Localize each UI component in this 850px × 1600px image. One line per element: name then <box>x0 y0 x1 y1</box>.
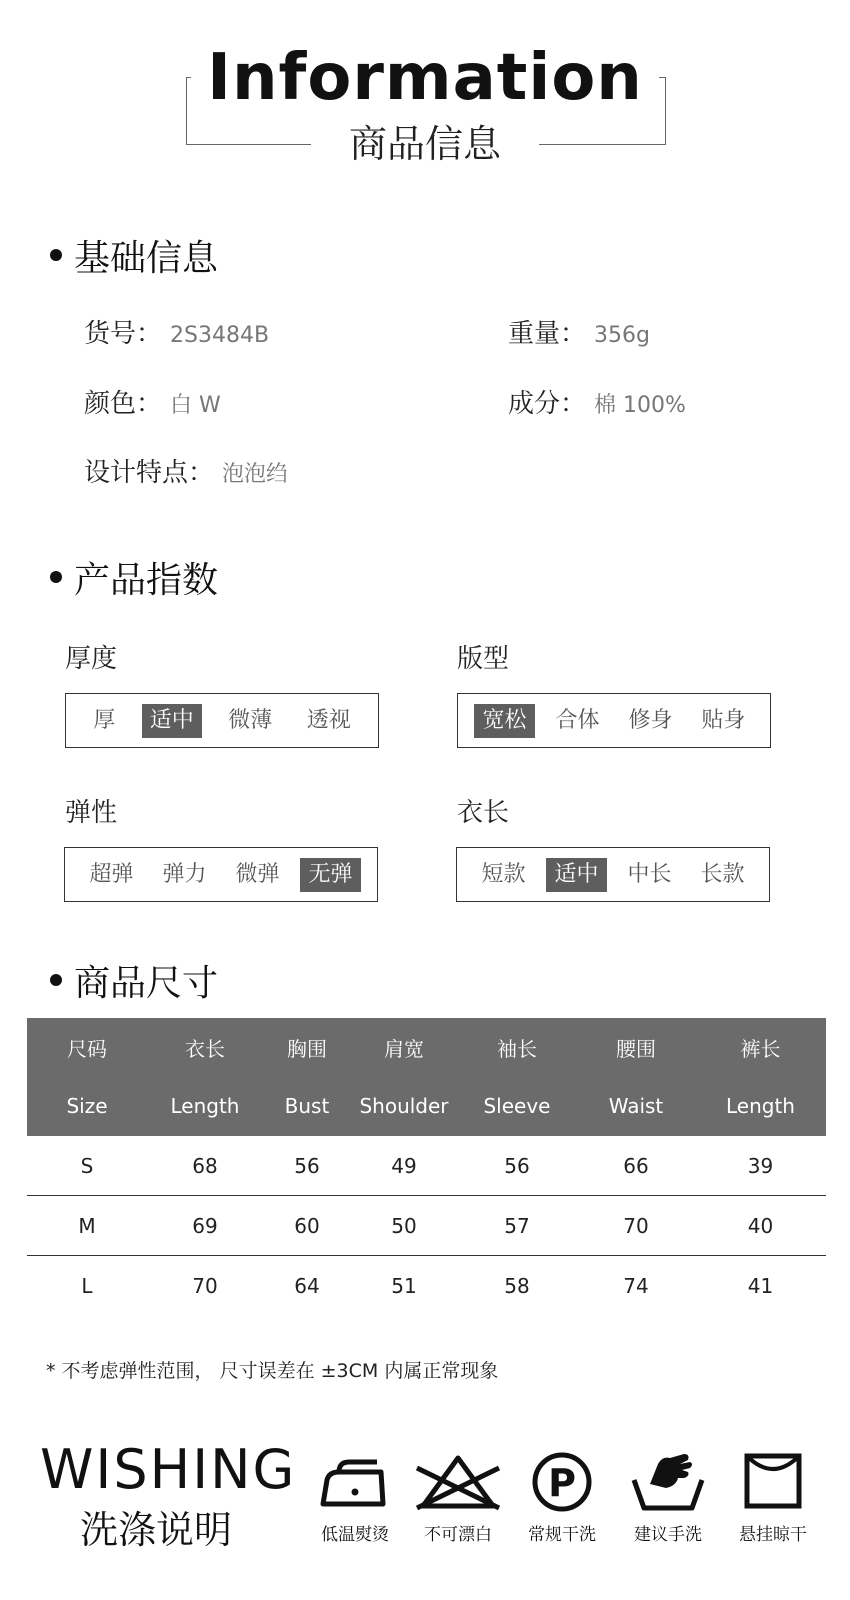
item-number-label: 货号： <box>84 319 163 349</box>
table-cell: 49 <box>391 1153 417 1178</box>
table-cell: 64 <box>294 1274 320 1298</box>
elasticity-option: 超弹 <box>89 861 134 887</box>
low-temp-iron-item <box>305 1450 405 1545</box>
table-cell: 60 <box>294 1213 320 1238</box>
size-table <box>27 1018 826 1316</box>
table-cell: Length <box>726 1094 795 1118</box>
elasticity-scale <box>64 847 378 902</box>
table-cell: 69 <box>192 1213 218 1238</box>
bullet-icon <box>50 974 62 986</box>
low-temp-iron-icon <box>315 1450 395 1512</box>
no-bleach-icon <box>413 1450 503 1512</box>
table-cell: 68 <box>192 1153 218 1178</box>
table-cell: 袖长 <box>497 1036 537 1061</box>
low-temp-iron-label: 低温熨烫 <box>321 1525 389 1545</box>
table-cell: 56 <box>294 1153 320 1178</box>
table-cell: Size <box>66 1094 108 1118</box>
no-bleach-item <box>408 1450 508 1545</box>
material-label: 成分： <box>508 389 587 419</box>
table-cell: Sleeve <box>483 1094 551 1118</box>
material <box>508 383 686 420</box>
design-feature <box>84 452 288 489</box>
table-cell: Shoulder <box>359 1094 449 1118</box>
no-bleach-label: 不可漂白 <box>424 1525 492 1545</box>
elasticity-option: 无弹 <box>300 858 360 892</box>
elasticity-option: 微弹 <box>235 861 280 887</box>
fit-label: 版型 <box>457 644 510 674</box>
fit-option: 修身 <box>628 707 673 733</box>
length-scale <box>456 847 770 902</box>
table-cell: M <box>78 1213 96 1238</box>
dry-clean-item <box>512 1450 612 1545</box>
header-row-en <box>27 1076 826 1136</box>
svg-text:P: P <box>548 1461 576 1505</box>
fit-scale <box>457 693 771 748</box>
table-cell: Waist <box>608 1094 664 1118</box>
length-option: 短款 <box>481 861 526 887</box>
thickness-scale <box>65 693 379 748</box>
table-cell: Bust <box>284 1094 330 1118</box>
header-row-cn <box>27 1018 826 1076</box>
table-cell: L <box>81 1274 93 1298</box>
table-cell: 70 <box>192 1274 218 1298</box>
table-row <box>27 1136 826 1196</box>
table-cell: 58 <box>504 1274 530 1298</box>
page-subtitle: 商品信息 <box>0 120 850 168</box>
weight-value: 356g <box>594 323 650 348</box>
table-cell: 74 <box>623 1274 649 1298</box>
table-cell: 41 <box>747 1274 774 1298</box>
material-value: 棉 100% <box>594 393 686 418</box>
section-size-title: 商品尺寸 <box>50 955 218 1005</box>
table-cell: 50 <box>391 1213 417 1238</box>
hand-wash-item <box>618 1450 718 1545</box>
item-number-value: 2S3484B <box>170 323 270 348</box>
thickness-option: 适中 <box>142 704 202 738</box>
section-index-title: 产品指数 <box>50 552 218 602</box>
dry-clean-label: 常规干洗 <box>528 1525 596 1545</box>
table-cell: 衣长 <box>185 1036 225 1061</box>
bullet-icon <box>50 571 62 583</box>
table-cell: 66 <box>623 1153 649 1178</box>
length-option: 长款 <box>700 861 745 887</box>
hang-dry-item <box>723 1450 823 1545</box>
table-row <box>27 1196 826 1256</box>
table-cell: 57 <box>504 1213 530 1238</box>
length-label: 衣长 <box>457 798 510 828</box>
color-label: 颜色： <box>84 389 163 419</box>
color-value: 白 W <box>170 393 221 418</box>
table-cell: 腰围 <box>616 1036 656 1061</box>
table-cell: Length <box>170 1094 240 1118</box>
color <box>84 383 221 420</box>
thickness-option: 厚 <box>93 707 116 733</box>
table-cell: S <box>80 1153 94 1178</box>
thickness-label: 厚度 <box>65 644 118 674</box>
thickness-option: 透视 <box>306 707 351 733</box>
hang-dry-label: 悬挂晾干 <box>739 1525 807 1545</box>
size-table-header <box>27 1018 826 1136</box>
table-cell: 51 <box>391 1274 417 1298</box>
hang-dry-icon <box>740 1450 806 1512</box>
section-basic-title: 基础信息 <box>50 230 218 280</box>
table-cell: 39 <box>747 1153 774 1178</box>
table-cell: 56 <box>504 1153 530 1178</box>
table-cell: 胸围 <box>287 1036 327 1061</box>
fit-option: 合体 <box>555 707 600 733</box>
length-option: 中长 <box>627 861 672 887</box>
bullet-icon <box>50 249 62 261</box>
size-note: * 不考虑弹性范围， 尺寸误差在 ±3CM 内属正常现象 <box>46 1360 499 1382</box>
table-cell: 裤长 <box>740 1036 781 1061</box>
hand-wash-label: 建议手洗 <box>634 1525 702 1545</box>
weight-label: 重量： <box>508 319 587 349</box>
item-number <box>84 313 269 350</box>
size-table-body <box>27 1136 826 1316</box>
elasticity-option: 弹力 <box>162 861 207 887</box>
table-row <box>27 1256 826 1316</box>
design-feature-label: 设计特点： <box>84 458 215 488</box>
design-feature-value: 泡泡绉 <box>222 462 289 487</box>
fit-option: 贴身 <box>701 707 746 733</box>
fit-option: 宽松 <box>474 704 534 738</box>
washing-subtitle: 洗涤说明 <box>80 1508 233 1552</box>
length-option: 适中 <box>546 858 606 892</box>
elasticity-label: 弹性 <box>65 798 118 828</box>
dry-clean-p-icon <box>529 1450 595 1512</box>
table-cell: 尺码 <box>67 1036 107 1061</box>
washing-title: WISHING <box>40 1438 297 1501</box>
page-title: Information <box>0 40 850 116</box>
table-cell: 肩宽 <box>384 1036 424 1061</box>
table-cell: 40 <box>747 1213 774 1238</box>
hand-wash-icon <box>628 1450 708 1512</box>
table-cell: 70 <box>623 1213 649 1238</box>
thickness-option: 微薄 <box>228 707 273 733</box>
weight <box>508 313 650 350</box>
